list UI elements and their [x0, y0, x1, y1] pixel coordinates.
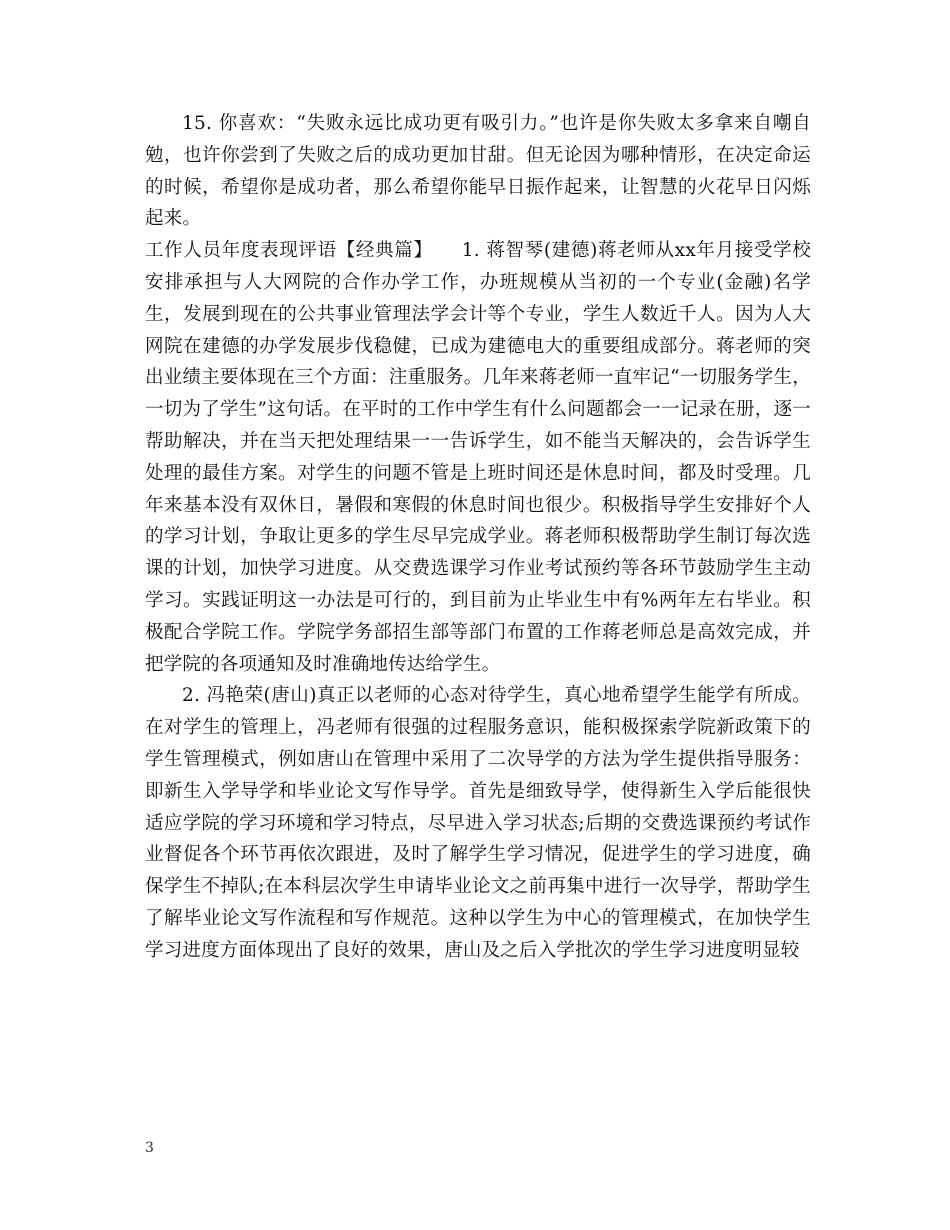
- document-body: [145, 108, 811, 967]
- page-number: 3: [145, 1140, 154, 1156]
- paragraph-15: 15. 你喜欢：“失败永远比成功更有吸引力。”也许是你失败太多拿来自嘲自勉，也许你尝到了失败之后的成功更加甘甜。但无论因为哪种情形，在决定命运的时候，希望你是成功者，那么希望你能早日振作起来，让智慧的火花早日闪烁起来。: [145, 113, 811, 230]
- paragraph-2: 2. 冯艳荣(唐山)真正以老师的心态对待学生，真心地希望学生能学有所成。在对学生的管理上，冯老师有很强的过程服务意识，能积极探索学院新政策下的学生管理模式，例如唐山在管理中采用了二次导学的方法为学生提供指导服务：即新生入学导学和毕业论文写作导学。首先是细致导学，使得新生入学后能很快适应学院的学习环境和学习特点，尽早进入学习状态;后期的交费选课预约考试作业督促各个环节再依次跟进，及时了解学生学习情况，促进学生的学习进度，确保学生不掉队;在本科层次学生申请毕业论文之前再集中进行一次导学，帮助学生了解毕业论文写作流程和写作规范。这种以学生为中心的管理模式，在加快学生学习进度方面体现出了良好的效果，唐山及之后入学批次的学生学习进度明显较: [145, 685, 811, 961]
- paragraph-section-1: 工作人员年度表现评语【经典篇】 1. 蒋智琴(建德)蒋老师从xx年月接受学校安排承担与人大网院的合作办学工作，办班规模从当初的一个专业(金融)名学生，发展到现在的公共事业管理法学会计等个专业，学生人数近千人。因为人大网院在建德的办学发展步伐稳健，已成为建德电大的重要组成部分。蒋老师的突出业绩主要体现在三个方面：注重服务。几年来蒋老师一直牢记“一切服务学生，一切为了学生”这句话。在平时的工作中学生有什么问题都会一一记录在册，逐一帮助解决，并在当天把处理结果一一告诉学生，如不能当天解决的，会告诉学生处理的最佳方案。对学生的问题不管是上班时间还是休息时间，都及时受理。几年来基本没有双休日，暑假和寒假的休息时间也很少。积极指导学生安排好个人的学习计划，争取让更多的学生尽早完成学业。蒋老师积极帮助学生制订每次选课的计划，加快学习进度。从交费选课学习作业考试预约等各环节鼓励学生主动学习。实践证明这一办法是可行的，到目前为止毕业生中有%两年左右毕业。积极配合学院工作。学院学务部招生部等部门布置的工作蒋老师总是高效完成，并把学院的各项通知及时准确地传达给学生。: [145, 240, 811, 675]
